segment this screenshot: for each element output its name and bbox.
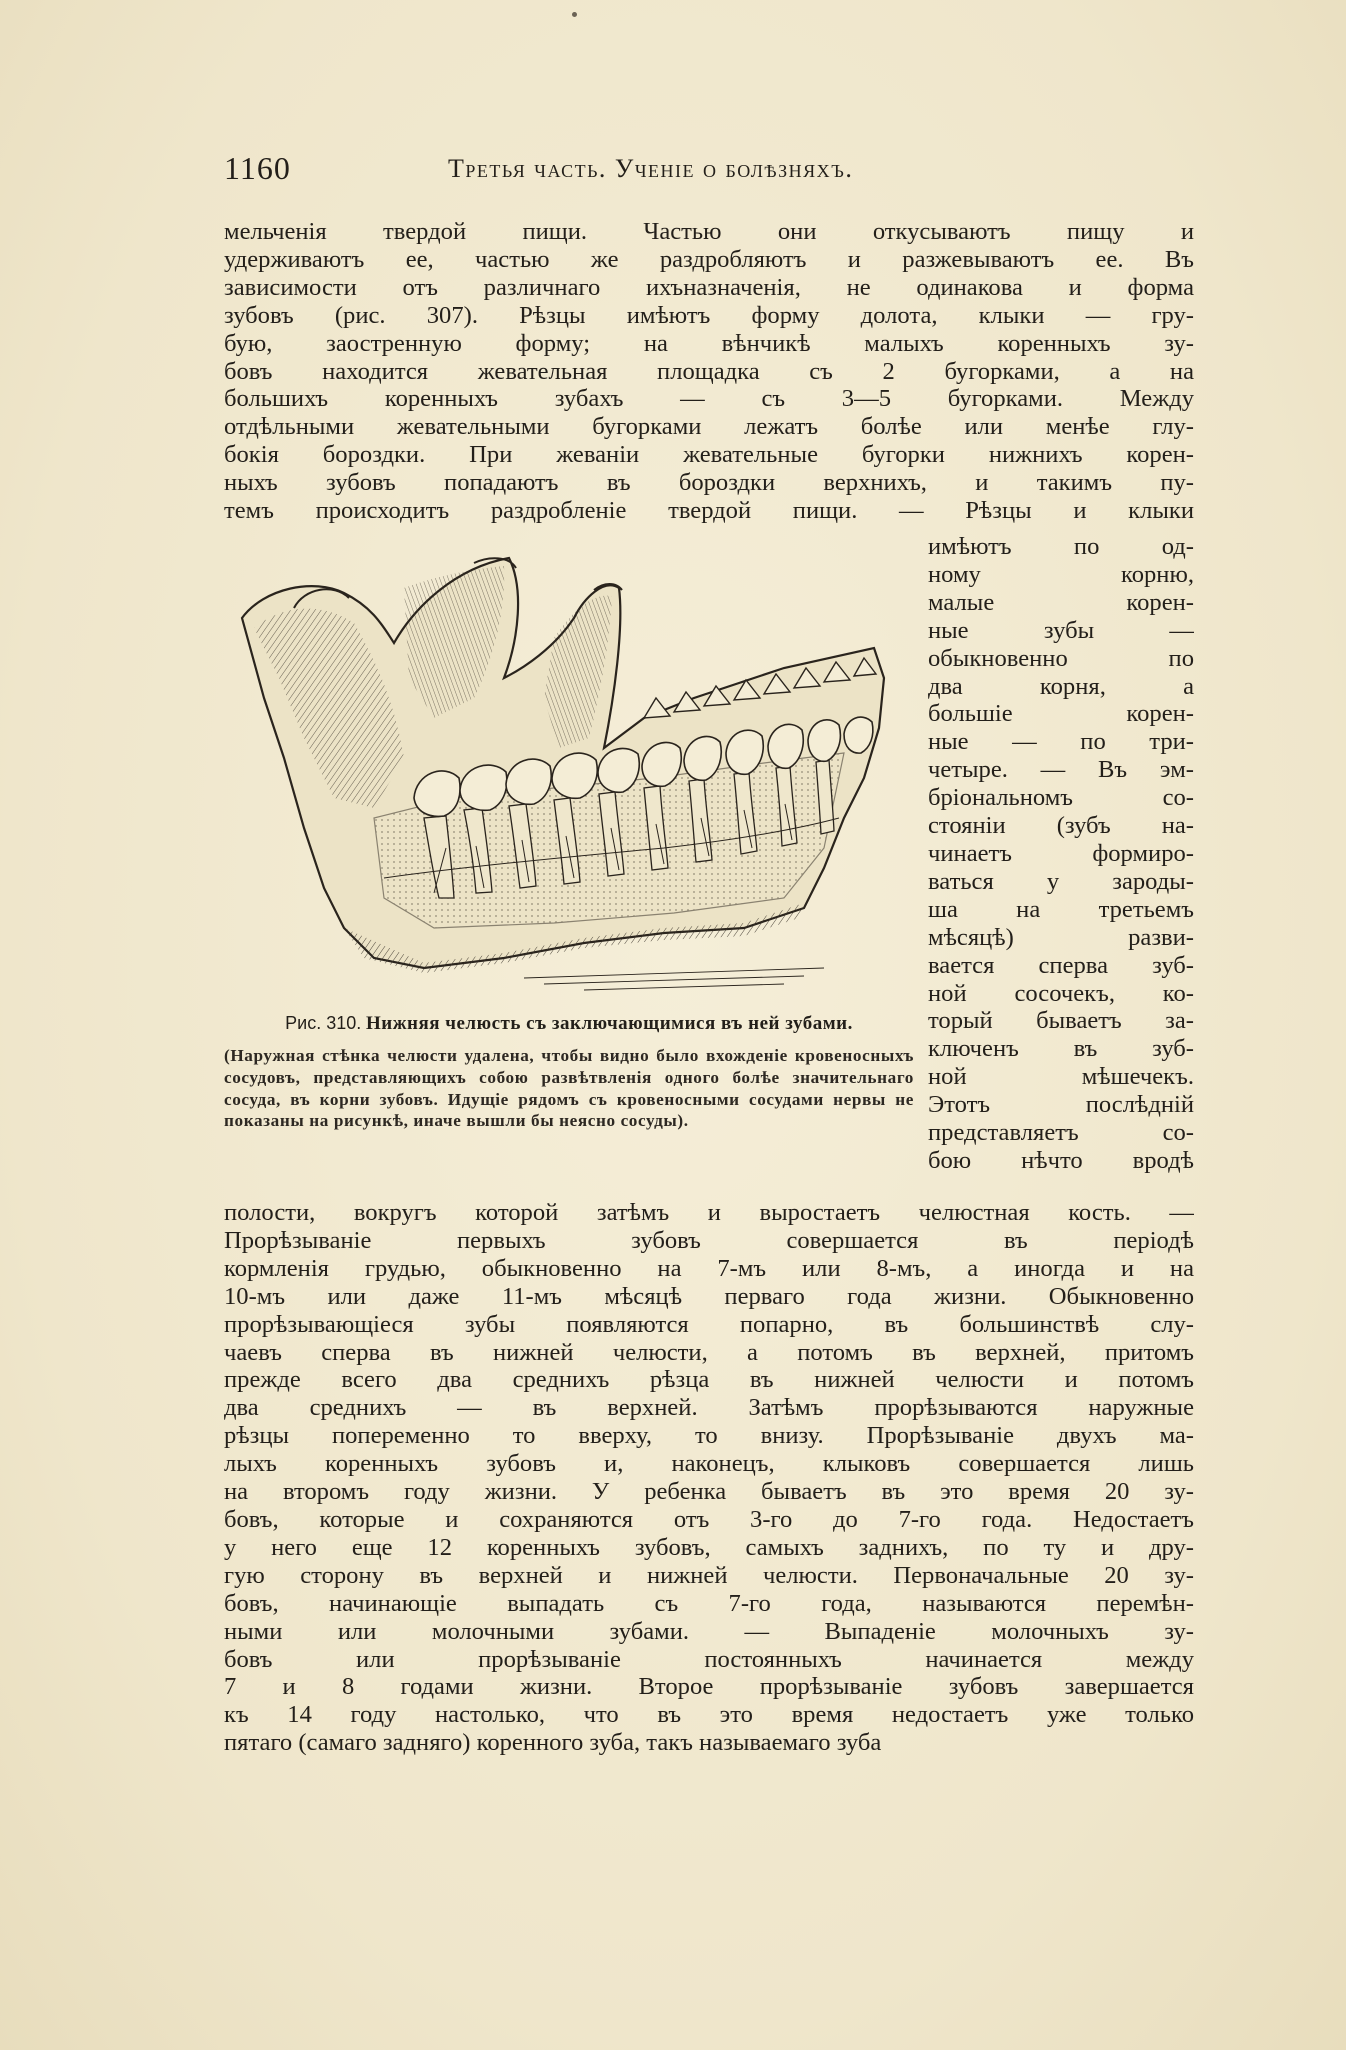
- text-line: 7 и 8 годами жизни. Второе прорѣзываніе зубовъ завершается: [224, 1673, 1194, 1701]
- page-header: [224, 150, 1194, 190]
- figure-title: Нижняя челюсть съ заключающимися въ ней зубами.: [366, 1013, 853, 1034]
- text-line: большихъ коренныхъ зубахъ — съ 3—5 бугорками. Между: [224, 385, 1194, 413]
- text-line: ными или молочными зубами. — Выпаденіе молочныхъ зу-: [224, 1617, 1194, 1645]
- text-line: къ 14 году настолько, что въ это время недостаетъ уже только: [224, 1701, 1194, 1729]
- text-line: обыкновенно по: [928, 644, 1194, 672]
- text-line: мѣсяцѣ) разви-: [928, 923, 1194, 951]
- text-line: ваться у зароды-: [928, 867, 1194, 895]
- text-line: рѣзцы попеременно то вверху, то внизу. Прорѣзываніе двухъ ма-: [224, 1422, 1194, 1450]
- text-line: ные — по три-: [928, 728, 1194, 756]
- text-line: ключенъ въ зуб-: [928, 1035, 1194, 1063]
- text-line: кормленія грудью, обыкновенно на 7-мъ или 8-мъ, а иногда и на: [224, 1254, 1194, 1282]
- body-text-top: [224, 218, 1194, 525]
- text-line: четыре. — Въ эм-: [928, 756, 1194, 784]
- text-line: ные зубы —: [928, 616, 1194, 644]
- text-line: Прорѣзываніе первыхъ зубовъ совершается въ періодѣ: [224, 1226, 1194, 1254]
- body-text-side: [928, 533, 1194, 1175]
- text-line: два среднихъ — въ верхней. Затѣмъ прорѣзываются наружные: [224, 1394, 1194, 1422]
- text-line: у него еще 12 коренныхъ зубовъ, самыхъ заднихъ, по ту и дру-: [224, 1533, 1194, 1561]
- text-line: ныхъ зубовъ попадаютъ въ бороздки верхнихъ, и такимъ пу-: [224, 469, 1194, 497]
- text-line: представляетъ со-: [928, 1119, 1194, 1147]
- text-line: лыхъ коренныхъ зубовъ и, наконецъ, клыковъ совершается лишь: [224, 1450, 1194, 1478]
- text-line: удерживаютъ ее, частью же раздробляютъ и разжевываютъ ее. Въ: [224, 245, 1194, 273]
- text-line: зависимости отъ различнаго ихъназначенія, не одинакова и форма: [224, 273, 1194, 301]
- text-line: стояніи (зубъ на-: [928, 812, 1194, 840]
- figure-number: Рис. 310.: [285, 1013, 362, 1033]
- jaw-illustration: [224, 548, 914, 1008]
- text-line: полости, вокругъ которой затѣмъ и выростаетъ челюстная кость. —: [224, 1199, 1194, 1226]
- text-line: бовъ находится жевательная площадка съ 2 бугорками, а на: [224, 357, 1194, 385]
- text-line: вается сперва зуб-: [928, 951, 1194, 979]
- printer-mark: [572, 12, 577, 17]
- text-line: два корня, а: [928, 672, 1194, 700]
- text-line: бріональномъ со-: [928, 784, 1194, 812]
- mandible-drawing: [224, 548, 914, 1008]
- text-line: имѣютъ по од-: [928, 533, 1194, 560]
- text-line: бою нѣчто вродѣ: [928, 1146, 1194, 1174]
- text-line: темъ происходитъ раздробленіе твердой пищи. — Рѣзцы и клыки: [224, 497, 1194, 525]
- text-line: прежде всего два среднихъ рѣзца въ нижней челюсти и потомъ: [224, 1366, 1194, 1394]
- text-line: прорѣзывающіеся зубы появляются попарно, въ большинствѣ слу-: [224, 1310, 1194, 1338]
- text-line: ному корню,: [928, 560, 1194, 588]
- text-line: гую сторону въ верхней и нижней челюсти. Первоначальные 20 зу-: [224, 1561, 1194, 1589]
- text-line: ша на третьемъ: [928, 895, 1194, 923]
- text-line: большіе корен-: [928, 700, 1194, 728]
- text-line: зубовъ (рис. 307). Рѣзцы имѣютъ форму долота, клыки — гру-: [224, 301, 1194, 329]
- text-line: 10-мъ или даже 11-мъ мѣсяцѣ перваго года жизни. Обыкновенно: [224, 1282, 1194, 1310]
- running-head: Третья часть. Ученіе о болѣзняхъ.: [448, 154, 854, 183]
- text-line: отдѣльными жевательными бугорками лежатъ болѣе или менѣе глу-: [224, 413, 1194, 441]
- text-line: бовъ, которые и сохраняются отъ 3-го до 7-го года. Недостаетъ: [224, 1505, 1194, 1533]
- text-line: ной мѣшечекъ.: [928, 1063, 1194, 1091]
- text-line: пятаго (самаго задняго) коренного зуба, такъ называемаго зуба: [224, 1729, 882, 1757]
- figure-note: (Наружная стѣнка челюсти удалена, чтобы видно было вхожденіе кровеносныхъ сосудовъ, представляющихъ собою развѣтвленія одного болѣе значительнаго сосуда, въ корни зубовъ. Идущіе рядомъ съ кровеносными сосудами нервы не показаны на рисункѣ, иначе вышли бы неясно сосуды).: [224, 1046, 914, 1131]
- text-line: бокія бороздки. При жеваніи жевательные бугорки нижнихъ корен-: [224, 441, 1194, 469]
- text-line: торый бываетъ за-: [928, 1007, 1194, 1035]
- text-line: бовъ или прорѣзываніе постоянныхъ начинается между: [224, 1645, 1194, 1673]
- text-line: малые корен-: [928, 588, 1194, 616]
- text-line: Этотъ послѣдній: [928, 1091, 1194, 1119]
- text-line: чаевъ сперва въ нижней челюсти, а потомъ въ верхней, притомъ: [224, 1338, 1194, 1366]
- caption-title: [224, 1012, 914, 1035]
- text-line: на второмъ году жизни. У ребенка бываетъ въ это время 20 зу-: [224, 1478, 1194, 1506]
- page-number: 1160: [224, 150, 291, 186]
- text-line: чинаетъ формиро-: [928, 839, 1194, 867]
- text-line: бовъ, начинающіе выпадать съ 7-го года, называются перемѣн-: [224, 1589, 1194, 1617]
- figure-caption: [224, 1012, 914, 1132]
- body-text-bottom: [224, 1199, 1194, 1757]
- text-line: ной сосочекъ, ко-: [928, 979, 1194, 1007]
- text-line: мельченія твердой пищи. Частью они откусываютъ пищу и: [224, 218, 1194, 245]
- text-line: бую, заостренную форму; на вѣнчикѣ малыхъ коренныхъ зу-: [224, 329, 1194, 357]
